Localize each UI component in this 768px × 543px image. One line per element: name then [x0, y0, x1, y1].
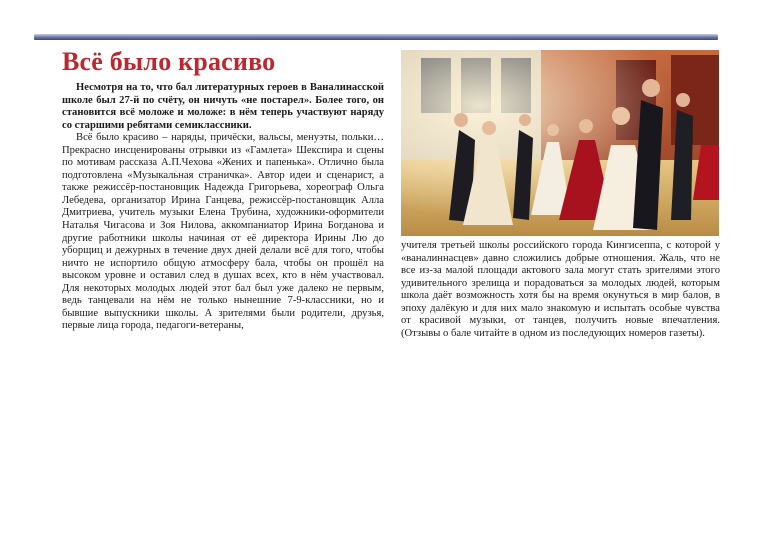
article-column-left	[62, 82, 384, 333]
ball-photo	[401, 50, 719, 236]
header-rule	[34, 34, 718, 40]
article-paragraph-left: Всё было красиво – наряды, причёски, вальсы, менуэты, польки… Прекрасно инсценированы отрывки из «Гамлета» Шекспира и сцены по мотивам рассказа А.П.Чехова «Жених и папенька». Отлично была подготовлена «Музыкальная страничка». Автор идеи и сценарист, а также режиссёр-постановщик Надежда Григорьева, хореограф Ольга Лебедева, организатор Ирина Ганцева, режиссёр-постановщик Алла Дмитриева, учитель музыки Елена Трубина, художники-оформители Наталья Чигасова и Зоя Нилова, аккомпаниатор Ирина Богданова и другие работники школы начиная от её директора Ирины Лю до уборщиц и дежурных в течение двух дней делали всё для того, чтобы ничто не испортило общую атмосферу бала, чтобы он прошёл на высоком уровне и оставил след в душах всех, кто в нём участвовал. Для некоторых молодых людей этот бал был уже далеко не первым, ведь танцевали на нём не только нынешние 7-9-классники, но и бывшие выпускники школы. А зрителями были родители, друзья, первые лица города, педагоги-ветераны,	[62, 132, 384, 332]
article-title: Всё было красиво	[62, 47, 276, 76]
article-column-right	[401, 240, 720, 340]
article-paragraph-right: учителя третьей школы российского города Кингисеппа, с которой у «ваналиннасцев» давно сложились добрые отношения. Жаль, что не все из-за малой площади актового зала могут стать зрителями этого удивительного зрелища и порадоваться за молодых людей, которым школа даёт возможность хотя бы на время окунуться в мир балов, в эпоху далёкую и для них мало знакомую и испытать особые чувства от красивой музыки, от танцев, получить новые впечатления. (Отзывы о бале читайте в одном из последующих номеров газеты).	[401, 240, 720, 339]
article-lead: Несмотря на то, что бал литературных героев в Ваналинасской школе был 27-й по счёту, он ничуть «не постарел». Более того, он становится всё моложе и моложе: в нём теперь участвуют наряду со старшими ребятами семиклассники.	[62, 82, 384, 131]
